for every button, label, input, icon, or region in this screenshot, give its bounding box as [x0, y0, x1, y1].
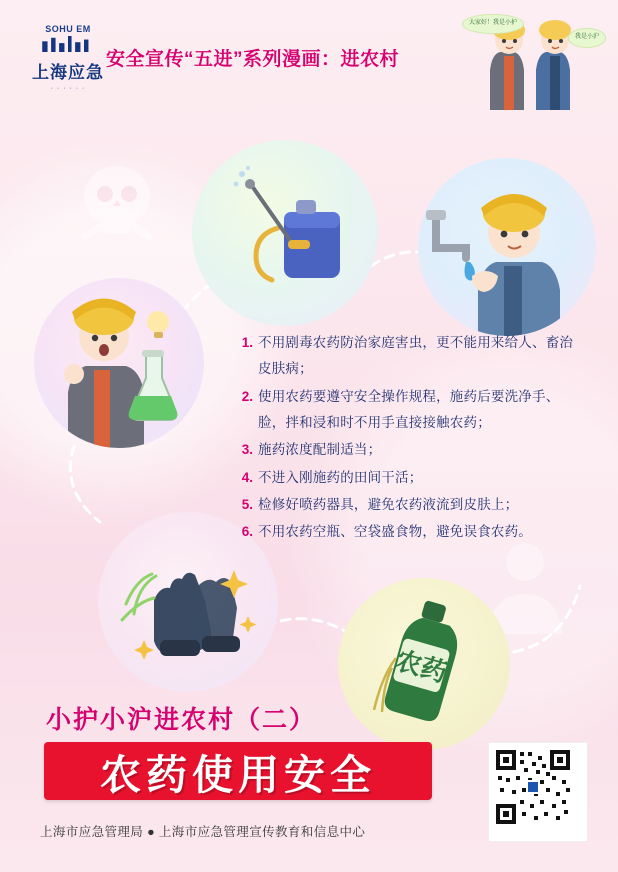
qr-code-icon — [494, 748, 572, 826]
list-item-text: 使用农药要遵守安全操作规程，施药后要洗净手、脸，拌和浸和时不用手直接接触农药； — [258, 388, 560, 430]
mascot-pair — [470, 6, 600, 116]
poster-header — [0, 0, 618, 120]
safety-tips-list — [236, 330, 584, 547]
sprayer-icon — [192, 140, 378, 326]
svg-text:农药: 农药 — [392, 644, 451, 688]
list-item-number: 5. — [241, 496, 253, 512]
illustration-pesticide-bottle — [338, 578, 510, 750]
illustration-knapsack-sprayer — [192, 140, 378, 326]
list-item-number: 3. — [241, 442, 253, 458]
list-item-text: 不进入刚施药的田间干活； — [258, 469, 423, 485]
list-item-number: 4. — [241, 469, 253, 485]
logo-ticks: · · · · · · — [50, 85, 86, 92]
banner-text: 农药使用安全 — [100, 751, 376, 798]
main-banner — [44, 742, 432, 800]
qr-code[interactable] — [488, 742, 588, 842]
list-item-text: 不用农药空瓶、空袋盛食物，避免误食农药。 — [258, 524, 532, 540]
organization-line: 上海市应急管理局 ● 上海市应急管理宣传教育和信息中心 — [40, 825, 366, 839]
pesticide-bottle-icon — [338, 578, 510, 750]
mascot-bubble-right: 我是小沪 — [568, 28, 606, 48]
list-item-text: 不用剧毒农药防治家庭害虫，更不能用来给人、畜治皮肤病； — [258, 335, 574, 377]
list-item — [236, 437, 584, 463]
illustration-chemical-flask — [34, 278, 204, 448]
list-item-number: 2. — [241, 388, 253, 404]
list-item-number: 1. — [241, 335, 253, 350]
list-item-text: 施药浓度配制适当； — [258, 442, 382, 458]
mascot-bubble-left: 大家好！我是小护 — [462, 14, 524, 34]
logo-en-text: SOHU EM — [45, 24, 91, 34]
list-item-number: 6. — [241, 524, 253, 540]
list-item — [236, 492, 584, 518]
page-title: 安全宣传“五进”系列漫画：进农村 — [106, 49, 400, 70]
list-item-text: 检修好喷药器具，避免农药液流到皮肤上； — [258, 496, 519, 512]
list-item — [236, 519, 584, 545]
list-item — [236, 330, 584, 383]
list-item — [236, 384, 584, 437]
logo-skyline-icon — [23, 36, 113, 52]
flask-character-icon — [34, 278, 204, 448]
shanghai-emergency-logo — [22, 24, 114, 90]
list-item — [236, 465, 584, 491]
handwash-icon — [418, 158, 596, 336]
logo-cn-text: 上海应急 — [32, 63, 104, 82]
series-subtitle: 小护小沪进农村（二） — [46, 706, 317, 734]
skull-watermark-icon — [72, 158, 162, 258]
illustration-hand-washing — [418, 158, 596, 336]
flow-arrow-3 — [56, 440, 136, 530]
